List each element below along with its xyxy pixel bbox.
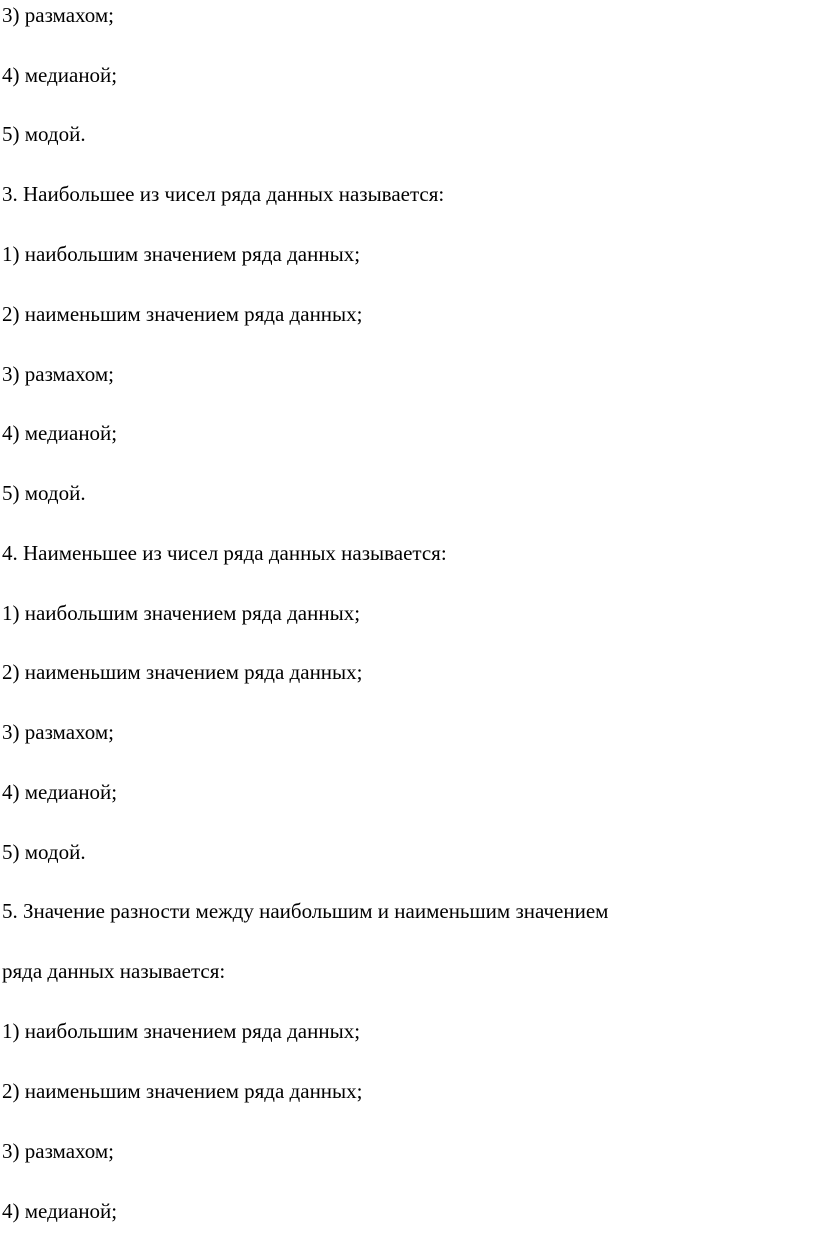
question-line: 3. Наибольшее из чисел ряда данных называется: bbox=[2, 182, 445, 206]
option-line: 5) модой. bbox=[2, 481, 86, 505]
option-line: 4) медианой; bbox=[2, 421, 118, 445]
option-line: 4) медианой; bbox=[2, 1199, 118, 1223]
option-line: 3) размахом; bbox=[2, 720, 114, 744]
option-line: 4) медианой; bbox=[2, 780, 118, 804]
option-line: 2) наименьшим значением ряда данных; bbox=[2, 302, 363, 326]
option-line: 1) наибольшим значением ряда данных; bbox=[2, 601, 361, 625]
option-line: 4) медианой; bbox=[2, 63, 118, 87]
option-line: 3) размахом; bbox=[2, 1139, 114, 1163]
option-line: 1) наибольшим значением ряда данных; bbox=[2, 242, 361, 266]
option-line: 1) наибольшим значением ряда данных; bbox=[2, 1019, 361, 1043]
option-line: 5) модой. bbox=[2, 122, 86, 146]
option-line: 2) наименьшим значением ряда данных; bbox=[2, 1079, 363, 1103]
question-line: 5. Значение разности между наибольшим и наименьшим значением bbox=[2, 899, 609, 923]
question-line: ряда данных называется: bbox=[2, 959, 226, 983]
option-line: 3) размахом; bbox=[2, 3, 114, 27]
option-line: 2) наименьшим значением ряда данных; bbox=[2, 660, 363, 684]
option-line: 5) модой. bbox=[2, 840, 86, 864]
option-line: 3) размахом; bbox=[2, 362, 114, 386]
question-line: 4. Наименьшее из чисел ряда данных называется: bbox=[2, 541, 447, 565]
